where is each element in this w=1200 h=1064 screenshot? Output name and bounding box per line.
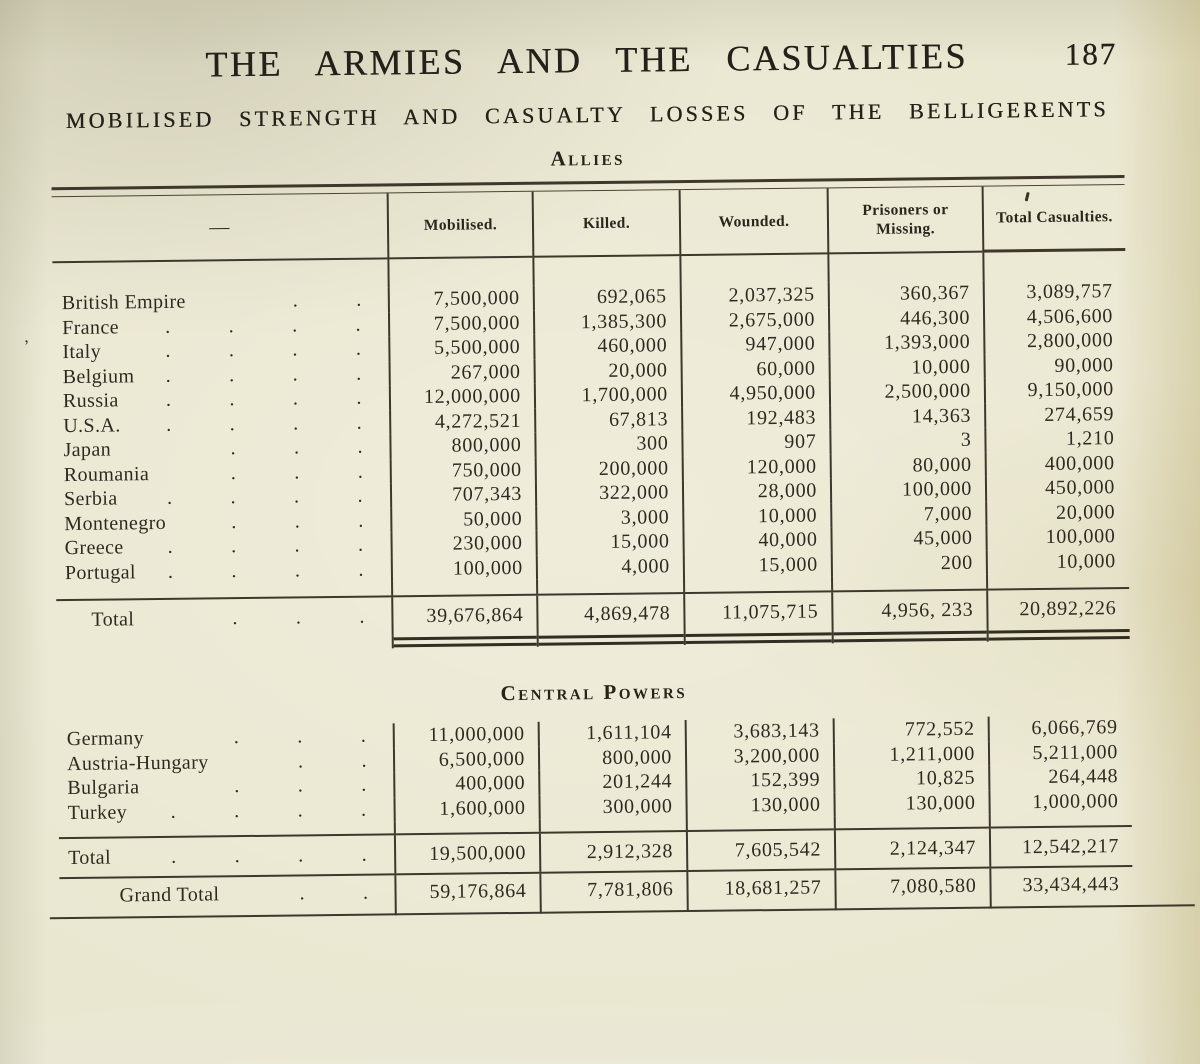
cell-mobilised: 100,000 [391,555,536,581]
cell-killed: 460,000 [533,333,680,359]
country-name: Austria-Hungary [66,750,209,775]
cell-total-casualties: 90,000 [983,353,1126,379]
table-caption: MOBILISED STRENGTH AND CASUALTY LOSSES OF THE BELLIGERENTS [65,96,1109,134]
leader-dots [299,875,426,910]
country-name: Belgium [62,364,135,388]
central-powers-heading: Central Powers [500,679,688,706]
page-number: 187 [1064,36,1118,72]
cell-wounded: 2,675,000 [680,307,828,333]
cell-wounded: 40,000 [682,527,830,553]
cell-killed: 300 [534,431,681,457]
column-header-mobilised: Mobilised. [387,192,533,260]
cell-killed: 1,611,104 [538,720,685,746]
cell-killed: 1,385,300 [533,309,680,335]
cell-prisoners: 10,825 [833,766,988,792]
cell-total-casualties: 400,000 [985,451,1128,477]
cell-prisoners: 2,500,000 [829,379,984,405]
country-name: U.S.A. [63,413,121,437]
country-name: Portugal [64,560,137,584]
page-header [50,32,1123,88]
cell-mobilised: 707,343 [390,482,535,508]
allies-heading: Allies [550,145,626,171]
allies-table [52,175,1130,652]
leader-dots [231,508,422,535]
cell-total-casualties: 100,000 [985,524,1128,550]
country-name: France [62,315,120,339]
cell-mobilised: 230,000 [390,531,535,557]
column-header-total-casualties: Total Casualties. [982,185,1126,253]
double-rule [394,636,537,648]
cell-mobilised: 50,000 [390,506,535,532]
cell-prisoners: 100,000 [830,477,985,503]
cell-wounded: 192,483 [681,405,829,431]
cell-total-casualties: 6,066,769 [988,715,1131,741]
cell-mobilised: 11,000,000 [393,722,538,748]
cell-killed: 67,813 [534,407,681,433]
leader-dots [234,723,425,750]
leader-dots [170,797,424,824]
leader-dots [230,434,421,461]
cell-killed: 300,000 [538,794,685,820]
cell-killed: 7,781,806 [539,872,686,914]
cell-prisoners: 10,000 [828,354,983,380]
central-powers-body [58,715,1133,919]
cell-prisoners: 200 [831,550,986,576]
column-header-blank: — [52,193,388,263]
cell-wounded: 3,683,143 [685,718,833,744]
cell-wounded: 3,200,000 [685,743,833,769]
leader-dots [167,532,421,559]
cell-prisoners: 7,080,580 [834,869,989,911]
country-name: Bulgaria [67,776,140,800]
cell-mobilised: 750,000 [390,457,535,483]
country-name: Turkey [67,800,128,824]
cell-total-casualties: 450,000 [985,475,1128,501]
leader-dots [234,772,425,799]
cell-killed: 4,000 [536,554,683,580]
cell-mobilised: 19,500,000 [394,834,539,874]
leader-dots [166,361,420,388]
page-title: THE ARMIES AND THE CASUALTIES [205,35,969,85]
double-rule [686,632,832,644]
cell-total-casualties: 274,659 [984,402,1127,428]
leader-dots [232,597,423,637]
cell-killed: 800,000 [538,745,685,771]
cell-wounded: 7,605,542 [686,830,834,870]
country-name: Germany [66,727,145,751]
column-header-killed: Killed. [532,190,680,258]
cell-wounded: 60,000 [681,356,829,382]
grand-total-label: Grand Total [119,883,220,907]
cell-mobilised: 39,676,864 [391,596,536,636]
leader-dots [166,385,420,412]
cell-wounded: 10,000 [682,503,830,529]
leader-dots [168,557,422,584]
central-powers-table [58,715,1133,919]
cell-prisoners: 45,000 [830,526,985,552]
cell-mobilised: 800,000 [389,433,534,459]
cell-wounded: 2,037,325 [680,282,828,308]
total-label: Total [68,846,112,870]
cell-total-casualties: 3,089,757 [983,279,1126,305]
country-name: Japan [63,438,112,462]
cell-total-casualties: 12,542,217 [989,827,1132,867]
cell-total-casualties: 264,448 [988,764,1131,790]
cell-total-casualties: 33,434,443 [989,867,1132,909]
cell-total-casualties: 1,000,000 [988,788,1131,814]
cell-total-casualties: 9,150,000 [984,377,1127,403]
cell-total-casualties: 2,800,000 [983,328,1126,354]
stray-mark: ’ [22,336,32,356]
cell-prisoners: 1,393,000 [828,330,983,356]
leader-dots [167,483,421,510]
cell-prisoners: 80,000 [830,452,985,478]
cell-total-casualties: 1,210 [984,426,1127,452]
cell-mobilised: 4,272,521 [389,408,534,434]
country-name: British Empire [61,290,186,315]
cell-killed: 4,869,478 [536,594,683,634]
cell-prisoners: 130,000 [833,790,988,816]
cell-wounded: 11,075,715 [683,592,831,632]
cell-mobilised: 59,176,864 [394,874,539,916]
cell-mobilised: 6,500,000 [393,746,538,772]
cell-wounded: 18,681,257 [686,870,834,912]
cell-prisoners: 7,000 [830,501,985,527]
column-header-wounded: Wounded. [679,188,828,256]
cell-killed: 3,000 [535,505,682,531]
cell-prisoners: 2,124,347 [834,829,989,869]
leader-dots [298,748,425,774]
leader-dots [293,287,420,313]
cell-prisoners: 772,552 [833,717,988,743]
cell-total-casualties: 20,000 [985,500,1128,526]
cell-mobilised: 12,000,000 [389,384,534,410]
cell-total-casualties: 4,506,600 [983,304,1126,330]
cell-prisoners: 4,956, 233 [831,591,986,631]
leader-dots [165,312,419,339]
cell-killed: 20,000 [534,358,681,384]
cell-wounded: 4,950,000 [681,380,829,406]
allies-body [52,251,1129,652]
column-header-prisoners: Prisoners or Missing. [827,187,983,255]
cell-wounded: 130,000 [685,792,833,818]
cell-killed: 322,000 [535,480,682,506]
cell-wounded: 152,399 [685,767,833,793]
country-name: Montenegro [64,511,167,535]
leader-dots [231,459,422,486]
country-name: Russia [62,389,119,413]
country-name: Italy [62,340,102,364]
double-rule [539,634,684,646]
cell-killed: 2,912,328 [539,832,686,872]
cell-prisoners: 3 [829,428,984,454]
country-name: Roumania [63,462,150,486]
double-rule [834,631,987,643]
cell-prisoners: 1,211,000 [833,741,988,767]
cell-wounded: 120,000 [682,454,830,480]
leader-dots [171,835,425,876]
leader-dots [166,410,420,437]
cell-mobilised: 7,500,000 [388,310,533,336]
cell-wounded: 15,000 [683,552,831,578]
total-label: Total [91,608,135,631]
table-header-row [52,175,1126,263]
double-rule [989,629,1130,641]
cell-killed: 201,244 [538,769,685,795]
leader-dots [165,336,419,363]
cell-mobilised: 267,000 [389,359,534,385]
cell-prisoners: 446,300 [828,305,983,331]
cell-killed: 692,065 [533,284,680,310]
cell-prisoners: 360,367 [828,281,983,307]
country-name: Greece [64,536,124,560]
cell-killed: 200,000 [535,456,682,482]
cell-wounded: 28,000 [682,478,830,504]
cell-mobilised: 400,000 [393,771,538,797]
cell-mobilised: 5,500,000 [388,335,533,361]
cell-killed: 1,700,000 [534,382,681,408]
cell-total-casualties: 5,211,000 [988,739,1131,765]
cell-mobilised: 7,500,000 [388,286,533,312]
cell-wounded: 907 [681,429,829,455]
country-name: Serbia [63,487,118,511]
cell-killed: 15,000 [535,529,682,555]
cell-mobilised: 1,600,000 [393,795,538,821]
cell-prisoners: 14,363 [829,403,984,429]
cell-total-casualties: 20,892,226 [986,589,1129,629]
cell-wounded: 947,000 [680,331,828,357]
cell-total-casualties: 10,000 [986,549,1129,575]
